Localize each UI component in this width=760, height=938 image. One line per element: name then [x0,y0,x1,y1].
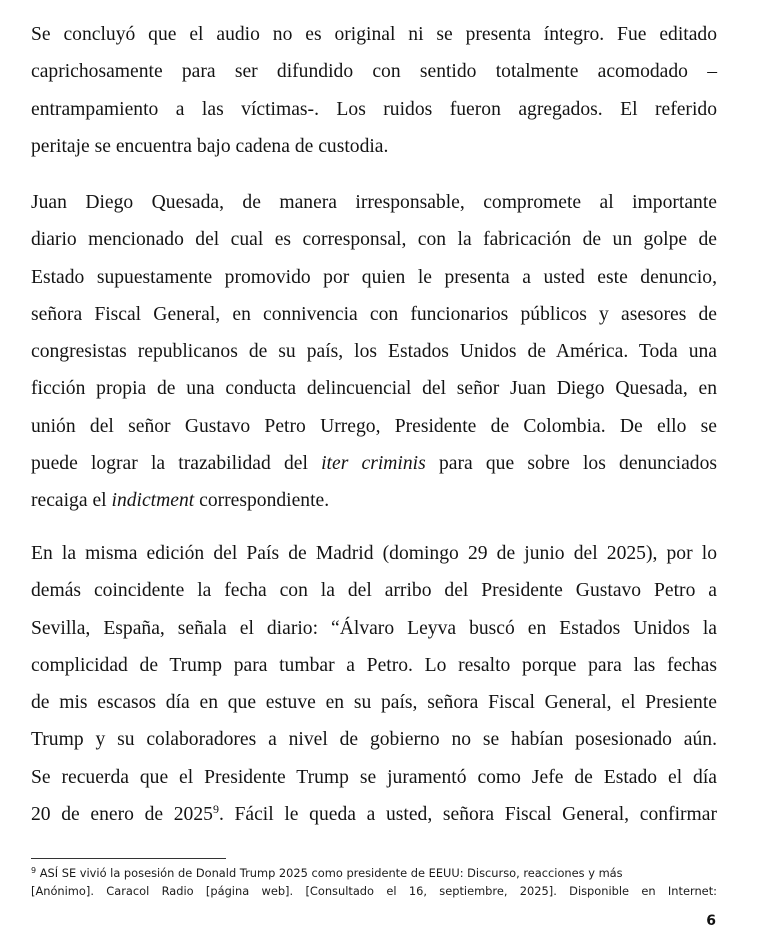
text-line: Juan Diego Quesada, de manera irresponsable, compromete al importante [31,192,717,213]
footnote [31,865,717,900]
text-segment: . Fácil le queda a usted, señora Fiscal General, confirmar [218,804,717,826]
text-segment: recaiga el [31,490,112,512]
text-line: peritaje se encuentra bajo cadena de custodia. [31,135,389,157]
text-line: congresistas republicanos de su país, los Estados Unidos de América. Toda una [31,341,717,363]
text-line: diario mencionado del cual es corresponsal, con la fabricación de un golpe de [31,229,717,251]
footnote-text: ASÍ SE vivió la posesión de Donald Trump 2025 como presidente de EEUU: Discurso, reacciones y más [36,866,623,880]
footnote-line: [Anónimo]. Caracol Radio [página web]. [Consultado el 16, septiembre, 2025]. Disponible en Internet: [31,883,717,898]
paragraph-quesada [31,184,717,520]
text-line: complicidad de Trump para tumbar a Petro. Lo resalto porque para las fechas [31,654,717,676]
italic-term: iter criminis [321,453,426,475]
text-line: caprichosamente para ser difundido con sentido totalmente acomodado – [31,61,717,83]
text-line: demás coincidente la fecha con la del arribo del Presidente Gustavo Petro a [31,580,717,602]
text-line: Sevilla, España, señala el diario: “Álvaro Leyva buscó en Estados Unidos la [31,617,717,639]
italic-term: indictment [111,490,195,512]
text-segment: 20 de enero de 2025 [31,804,213,826]
text-line [31,796,717,833]
footnote-reference[interactable]: 9 [212,802,219,817]
text-line: ficción propia de una conducta delincuencial del señor Juan Diego Quesada, en [31,378,717,400]
text-line [31,445,717,482]
text-segment: puede lograr la trazabilidad del [31,453,322,475]
text-line: Se recuerda que el Presidente Trump se juramentó como Jefe de Estado el día [31,766,717,788]
page-number: 6 [706,913,716,929]
footnote-separator [31,858,226,859]
paragraph-audio-conclusion [31,16,717,165]
paragraph-el-pais-edition [31,535,717,833]
footnote-line [31,865,717,883]
text-line: entrampamiento a las víctimas-. Los ruidos fueron agregados. El referido [31,98,717,120]
footnote-marker: 9 [31,866,37,875]
text-segment: para que sobre los denunciados [425,453,717,475]
text-line: Estado supuestamente promovido por quien le presenta a usted este denuncio, [31,266,717,288]
text-line: Se concluyó que el audio no es original ni se presenta íntegro. Fue editado [31,24,717,45]
text-line: Trump y su colaboradores a nivel de gobierno no se habían posesionado aún. [31,729,717,751]
text-segment: correspondiente. [194,490,330,512]
text-line: En la misma edición del País de Madrid (domingo 29 de junio del 2025), por lo [31,543,717,564]
text-line: unión del señor Gustavo Petro Urrego, Presidente de Colombia. De ello se [31,415,717,437]
text-line: señora Fiscal General, en connivencia con funcionarios públicos y asesores de [31,303,717,325]
text-line: de mis escasos día en que estuve en su país, señora Fiscal General, el Presiente [31,692,717,714]
text-line [31,482,717,519]
